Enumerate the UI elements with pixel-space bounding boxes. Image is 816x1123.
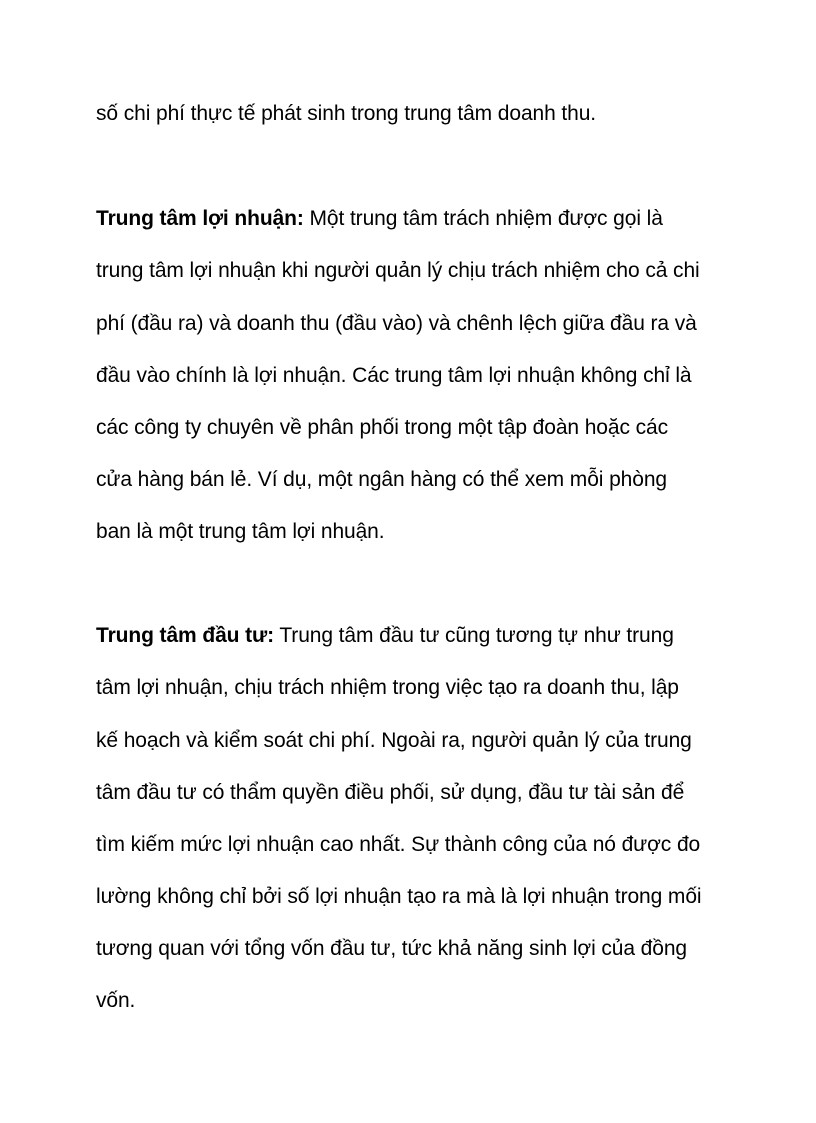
paragraph-line: trung tâm lợi nhuận khi người quản lý chịu trách nhiệm cho cả chi [96,259,700,282]
paragraph-line: kế hoạch và kiểm soát chi phí. Ngoài ra, người quản lý của trung [96,729,692,752]
paragraph-line: đầu vào chính là lợi nhuận. Các trung tâm lợi nhuận không chỉ là [96,364,692,387]
paragraph-line: ban là một trung tâm lợi nhuận. [96,520,385,543]
paragraph-line: lường không chỉ bởi số lợi nhuận tạo ra mà là lợi nhuận trong mối [96,885,702,908]
paragraph-line: tâm lợi nhuận, chịu trách nhiệm trong việc tạo ra doanh thu, lập [96,676,679,699]
section-heading-investment-center: Trung tâm đầu tư: [96,624,274,647]
section-investment-text: Trung tâm đầu tư cũng tương tự như trung [274,624,674,647]
section-profit-text: Một trung tâm trách nhiệm được gọi là [303,207,663,230]
paragraph-line: các công ty chuyên về phân phối trong một tập đoàn hoặc các [96,416,668,439]
section-profit-first-line [96,207,663,231]
paragraph-line: tìm kiếm mức lợi nhuận cao nhất. Sự thành công của nó được đo [96,833,701,856]
paragraph-line: vốn. [96,989,136,1012]
paragraph-line: tương quan với tổng vốn đầu tư, tức khả năng sinh lợi của đồng [96,937,687,960]
section-heading-profit-center: Trung tâm lợi nhuận: [96,207,304,230]
paragraph-line: cửa hàng bán lẻ. Ví dụ, một ngân hàng có thể xem mỗi phòng [96,468,667,491]
intro-line: số chi phí thực tế phát sinh trong trung tâm doanh thu. [96,102,597,125]
paragraph-line: phí (đầu ra) và doanh thu (đầu vào) và chênh lệch giữa đầu ra và [96,312,697,335]
paragraph-line: tâm đầu tư có thẩm quyền điều phối, sử dụng, đầu tư tài sản để [96,781,685,804]
section-investment-first-line [96,624,674,648]
